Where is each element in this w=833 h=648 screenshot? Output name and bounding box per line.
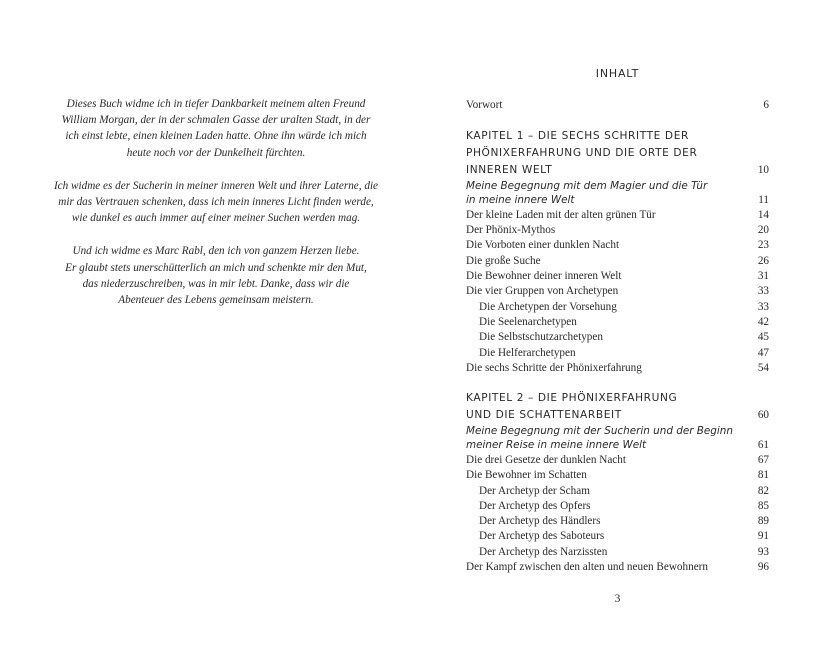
toc-entry-page: 33 [757,285,769,298]
dedication-paragraph-2 [40,178,392,227]
toc-entry-title: Der Archetyp des Händlers [479,515,601,528]
toc-entry-title: Der Archetyp des Narzissten [479,545,608,558]
dedication-page [40,96,392,325]
toc-entry[interactable] [466,300,769,315]
toc-entry-page: 33 [757,300,769,313]
toc-entry-page: 85 [757,499,769,512]
toc-entry[interactable] [466,529,769,544]
toc-entry-page: 23 [757,239,769,252]
toc-entry-title: Vorwort [466,99,503,111]
chapter-heading-title: INNEREN WELT [466,163,553,176]
toc-entry-page: 47 [757,346,769,359]
toc-entry-title: Die vier Gruppen von Archetypen [466,285,619,298]
dedication-line: heute noch vor der Dunkelheit fürchten. [126,146,306,159]
chapter-1-section [466,128,769,376]
toc-entry-title: Die Vorboten einer dunklen Nacht [466,239,620,252]
toc-entry-title: Der Kampf zwischen den alten und neuen Bewohnern [466,561,709,573]
dedication-line: das niederzuschreiben, was in mir lebt. Danke, dass wir die [82,277,350,290]
toc-entry-page: 54 [757,361,769,374]
toc-entry-page: 26 [757,254,769,267]
toc-entry-title: Der Archetyp des Opfers [479,499,591,512]
dedication-line: Ich widme es der Sucherin in meiner inneren Welt und ihrer Laterne, die [53,179,379,192]
toc-entry-page: 45 [757,331,769,344]
toc-entry-title: Die Selbstschutzarchetypen [479,331,603,344]
toc-entry-title: Die Bewohner deiner inneren Welt [466,270,622,283]
toc-entry[interactable] [466,499,769,514]
dedication-line: Er glaubt stets unerschütterlich an mich und schenkte mir den Mut, [65,261,367,274]
toc-entry-title: Der Archetyp der Scham [479,484,590,497]
toc-entry[interactable] [466,223,769,238]
toc-entry[interactable] [466,468,769,483]
encounter-title: in meine innere Welt [466,194,575,207]
chapter-2-encounter-line: Meine Begegnung mit der Sucherin und der Beginn [466,424,733,437]
toc-entry-page: 93 [757,545,769,558]
dedication-paragraph-3 [40,243,392,308]
toc-entry[interactable] [466,208,769,223]
toc-entry[interactable] [466,514,769,529]
toc-entry-page: 81 [757,469,769,482]
toc-entry[interactable] [466,346,769,361]
dedication-line: wie dunkel es auch immer auf einer meiner Suchen werden mag. [71,212,361,225]
chapter-1-heading-line: KAPITEL 1 – DIE SECHS SCHRITTE DER [466,130,689,143]
toc-entry-title: Der kleine Laden mit der alten grünen Tür [466,208,656,221]
toc-entry-title: Die drei Gesetze der dunklen Nacht [466,453,626,466]
toc-entry[interactable] [466,284,769,299]
toc-entry-title: Die Helferarchetypen [479,346,576,359]
toc-entry-preface[interactable] [466,98,769,113]
toc-entry-title: Der Archetyp des Saboteurs [479,530,605,543]
toc-entry[interactable] [466,254,769,269]
toc-entry-title: Die sechs Schritte der Phönixerfahrung [466,361,642,374]
dedication-line: mir das Vertrauen schenken, dass ich mein inneres Licht finden werde, [58,196,374,209]
toc-entry-page: 91 [757,530,769,543]
dedication-line: William Morgan, der in der schmalen Gasse der uralten Stadt, in der [61,114,371,127]
encounter-page: 61 [757,439,769,452]
toc-entry-page: 14 [757,208,769,221]
toc-entry-page: 20 [757,224,769,237]
chapter-2-entries [466,453,769,575]
encounter-page: 11 [758,194,769,207]
toc-entry[interactable] [466,453,769,468]
chapter-2-heading-line: KAPITEL 2 – DIE PHÖNIXERFAHRUNG [466,392,678,405]
chapter-heading-title: UND DIE SCHATTENARBEIT [466,408,622,421]
toc-page [466,0,769,648]
chapter-heading-page: 10 [757,163,769,176]
dedication-line: Abenteuer des Lebens gemeinsam meistern. [118,294,314,307]
toc-entry-page: 42 [757,315,769,328]
toc-list [466,98,769,575]
dedication-line: Dieses Buch widme ich in tiefer Dankbarkeit meinem alten Freund [66,98,366,110]
toc-entry[interactable] [466,484,769,499]
toc-entry-page: 6 [763,99,769,111]
toc-entry-page: 67 [757,453,769,466]
toc-entry-title: Die Bewohner im Schatten [466,469,587,482]
toc-entry[interactable] [466,269,769,284]
toc-entry[interactable] [466,361,769,376]
chapter-1-heading-line: PHÖNIXERFAHRUNG UND DIE ORTE DER [466,147,698,160]
toc-entry-title: Die Seelenarchetypen [479,315,577,328]
toc-entry[interactable] [466,545,769,560]
toc-entry[interactable] [466,330,769,345]
chapter-1-heading[interactable] [466,162,769,179]
toc-entry-page: 96 [757,561,769,573]
toc-entry-page: 82 [757,484,769,497]
toc-entry[interactable] [466,238,769,253]
toc-entry-title: Der Phönix-Mythos [466,224,556,237]
encounter-title: meiner Reise in meine innere Welt [466,439,647,452]
chapter-heading-page: 60 [757,408,769,421]
page-number: 3 [614,593,621,605]
chapter-2-section [466,390,769,575]
toc-entry-page: 31 [757,270,769,283]
toc-entry[interactable] [466,315,769,330]
toc-entry-title: Die Archetypen der Vorsehung [479,300,617,313]
toc-title: INHALT [595,67,640,80]
toc-entry-title: Die große Suche [466,254,541,267]
dedication-line: ich einst lebte, einen kleinen Laden hatte. Ohne ihn würde ich mich [65,130,367,143]
dedication-paragraph-1 [40,96,392,161]
dedication-line: Und ich widme es Marc Rabl, den ich von ganzem Herzen liebe. [72,245,360,258]
chapter-2-heading[interactable] [466,407,769,424]
chapter-2-encounter[interactable] [466,438,769,453]
toc-entry[interactable] [466,560,769,575]
chapter-1-encounter[interactable] [466,193,769,208]
chapter-1-encounter-line: Meine Begegnung mit dem Magier und die Tür [466,179,708,192]
chapter-1-entries [466,208,769,376]
toc-entry-page: 89 [757,515,769,528]
